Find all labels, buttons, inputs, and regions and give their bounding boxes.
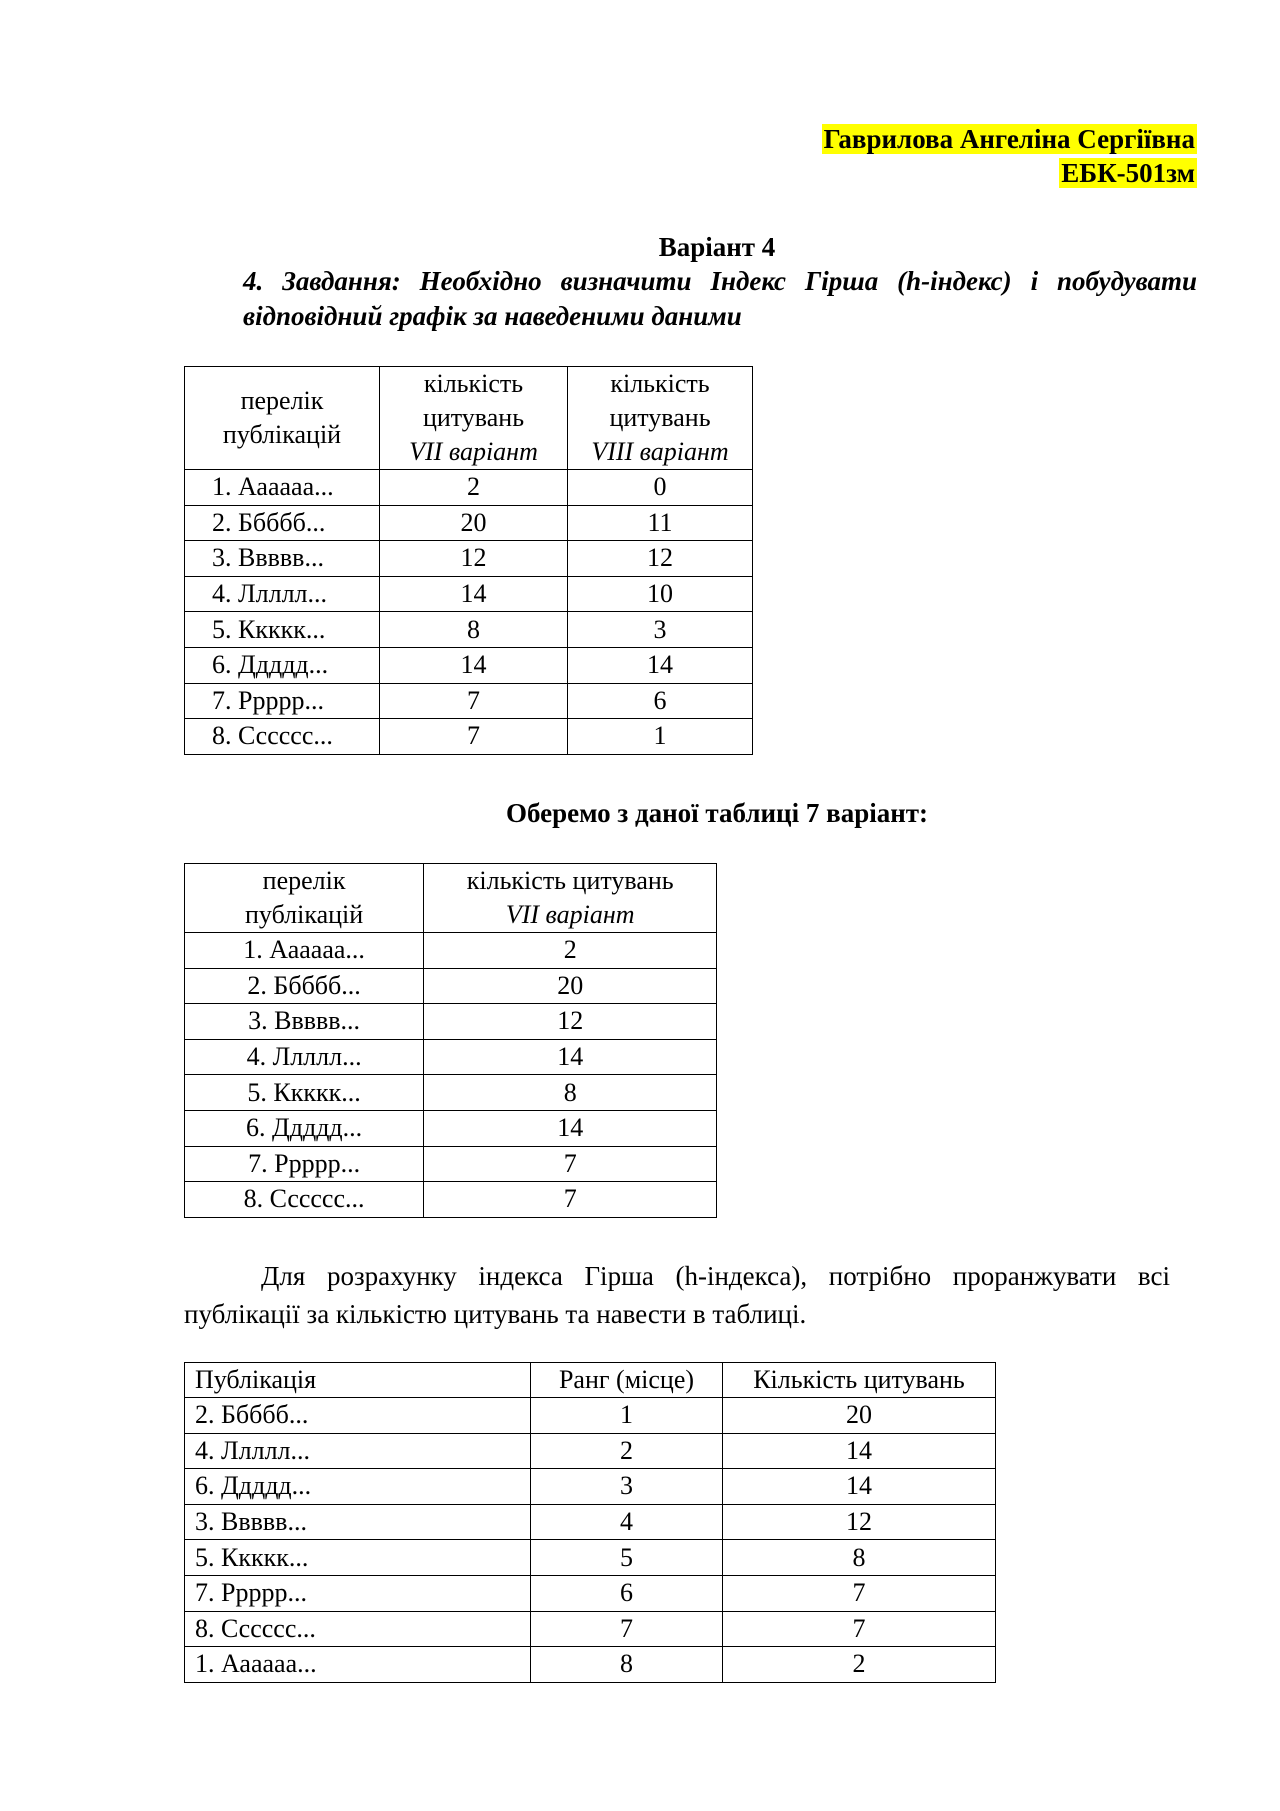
cell-publication: 4. Ллллл... — [185, 576, 380, 612]
header-publications — [185, 864, 424, 933]
cell-publication: 6. Ддддд... — [185, 647, 380, 683]
citations-table-full — [184, 366, 753, 755]
cell-publication: 7. Ррррр... — [185, 1575, 531, 1611]
cell-publication: 8. Сссссс... — [185, 1182, 424, 1218]
cell-v7: 2 — [424, 933, 717, 969]
header-line — [380, 435, 567, 469]
cell-publication: 3. Ввввв... — [185, 541, 380, 577]
header-line: кількість — [423, 369, 524, 398]
cell-rank: 8 — [531, 1647, 723, 1683]
cell-publication: 4. Ллллл... — [185, 1433, 531, 1469]
cell-v7: 7 — [380, 683, 568, 719]
cell-publication: 3. Ввввв... — [185, 1004, 424, 1040]
cell-rank: 2 — [531, 1433, 723, 1469]
cell-v7: 14 — [424, 1110, 717, 1146]
cell-v8: 14 — [568, 647, 753, 683]
header-line: перелік публікацій — [245, 866, 364, 929]
table-row — [185, 1540, 996, 1576]
cell-v8: 10 — [568, 576, 753, 612]
header-line: цитувань — [609, 403, 711, 432]
explanation-paragraph — [184, 1257, 1170, 1333]
table-row — [185, 1146, 717, 1182]
cell-citations: 8 — [723, 1540, 996, 1576]
cell-v7: 8 — [380, 612, 568, 648]
table-row — [185, 1647, 996, 1683]
cell-publication: 4. Ллллл... — [185, 1039, 424, 1075]
cell-citations: 14 — [723, 1469, 996, 1505]
cell-rank: 1 — [531, 1398, 723, 1434]
table-row — [185, 576, 753, 612]
author-group: ЕБК-501зм — [1061, 158, 1195, 188]
table-row — [185, 1182, 717, 1218]
cell-rank: 3 — [531, 1469, 723, 1505]
citations-table-v7 — [184, 863, 717, 1218]
cell-citations: 2 — [723, 1647, 996, 1683]
cell-citations: 14 — [723, 1433, 996, 1469]
cell-v7: 20 — [424, 968, 717, 1004]
cell-v8: 3 — [568, 612, 753, 648]
header-citations-v7 — [380, 367, 568, 470]
table-row — [185, 1398, 996, 1434]
cell-publication: 1. Аааааа... — [185, 1647, 531, 1683]
cell-publication: 8. Сссссс... — [185, 1611, 531, 1647]
table-header-row — [185, 1363, 996, 1398]
header-publications: перелік публікацій — [185, 367, 380, 470]
table-row — [185, 1611, 996, 1647]
header-variant: VIII варіант — [591, 437, 729, 466]
header-publication: Публікація — [185, 1363, 531, 1398]
cell-v7: 8 — [424, 1075, 717, 1111]
cell-v8: 0 — [568, 470, 753, 506]
table-row — [185, 933, 717, 969]
cell-publication: 6. Ддддд... — [185, 1110, 424, 1146]
cell-v7: 7 — [380, 719, 568, 755]
header-variant: VII варіант — [409, 437, 538, 466]
cell-v7: 2 — [380, 470, 568, 506]
table-header-row — [185, 864, 717, 933]
table-row — [185, 1039, 717, 1075]
cell-v7: 12 — [380, 541, 568, 577]
cell-publication: 8. Сссссс... — [185, 719, 380, 755]
table-row — [185, 1110, 717, 1146]
cell-publication: 1. Аааааа... — [185, 933, 424, 969]
table-row — [185, 1504, 996, 1540]
cell-v7: 12 — [424, 1004, 717, 1040]
table-row — [185, 1433, 996, 1469]
cell-publication: 6. Ддддд... — [185, 1469, 531, 1505]
table-row — [185, 612, 753, 648]
cell-rank: 4 — [531, 1504, 723, 1540]
cell-publication: 2. Ббббб... — [185, 505, 380, 541]
cell-citations: 12 — [723, 1504, 996, 1540]
header-citations-v7 — [424, 864, 717, 933]
cell-publication: 7. Ррррр... — [185, 683, 380, 719]
task-text: Завдання: Необхідно визначити Індекс Гірша (h-індекс) і побудувати відповідний графік за наведеними даними — [243, 266, 1197, 331]
cell-publication: 1. Аааааа... — [185, 470, 380, 506]
cell-publication: 5. Ккккк... — [185, 1540, 531, 1576]
header-variant: VII варіант — [505, 900, 635, 929]
cell-rank: 5 — [531, 1540, 723, 1576]
table-header-row — [185, 367, 753, 470]
cell-v8: 11 — [568, 505, 753, 541]
header-line: кількість — [610, 369, 710, 398]
ranked-citations-table — [184, 1362, 996, 1683]
cell-publication: 2. Ббббб... — [185, 968, 424, 1004]
table-row — [185, 1004, 717, 1040]
cell-citations: 7 — [723, 1575, 996, 1611]
cell-publication: 3. Ввввв... — [185, 1504, 531, 1540]
header-line — [568, 435, 752, 469]
author-block — [822, 122, 1197, 190]
table-row — [185, 647, 753, 683]
table-row — [185, 1575, 996, 1611]
cell-v7: 7 — [424, 1182, 717, 1218]
task-statement — [243, 264, 1197, 334]
table-row — [185, 505, 753, 541]
cell-v7: 14 — [424, 1039, 717, 1075]
table-row — [185, 1075, 717, 1111]
header-citation-count: Кількість цитувань — [723, 1363, 996, 1398]
cell-v8: 12 — [568, 541, 753, 577]
section-subtitle: Оберемо з даної таблиці 7 варіант: — [505, 798, 929, 828]
cell-v7: 14 — [380, 576, 568, 612]
cell-rank: 6 — [531, 1575, 723, 1611]
table-row — [185, 968, 717, 1004]
cell-v7: 20 — [380, 505, 568, 541]
table-row — [185, 683, 753, 719]
table-row — [185, 719, 753, 755]
variant-title: Варіант 4 — [658, 232, 776, 262]
cell-publication: 5. Ккккк... — [185, 612, 380, 648]
cell-citations: 7 — [723, 1611, 996, 1647]
cell-v8: 6 — [568, 683, 753, 719]
task-number: 4. — [243, 266, 264, 296]
header-rank: Ранг (місце) — [531, 1363, 723, 1398]
cell-v8: 1 — [568, 719, 753, 755]
header-line — [424, 898, 716, 932]
cell-publication: 5. Ккккк... — [185, 1075, 424, 1111]
cell-publication: 7. Ррррр... — [185, 1146, 424, 1182]
header-line: кількість цитувань — [466, 866, 674, 895]
table-row — [185, 1469, 996, 1505]
table-row — [185, 541, 753, 577]
cell-v7: 7 — [424, 1146, 717, 1182]
author-name: Гаврилова Ангеліна Сергіївна — [823, 124, 1195, 154]
paragraph-text: Для розрахунку індекса Гірша (h-індекса), потрібно проранжувати всі публікації за кількістю цитувань та навести в таблиці. — [184, 1261, 1170, 1329]
cell-citations: 20 — [723, 1398, 996, 1434]
header-line: цитувань — [422, 403, 525, 432]
header-citations-v8 — [568, 367, 753, 470]
cell-v7: 14 — [380, 647, 568, 683]
table-row — [185, 470, 753, 506]
cell-publication: 2. Ббббб... — [185, 1398, 531, 1434]
cell-rank: 7 — [531, 1611, 723, 1647]
